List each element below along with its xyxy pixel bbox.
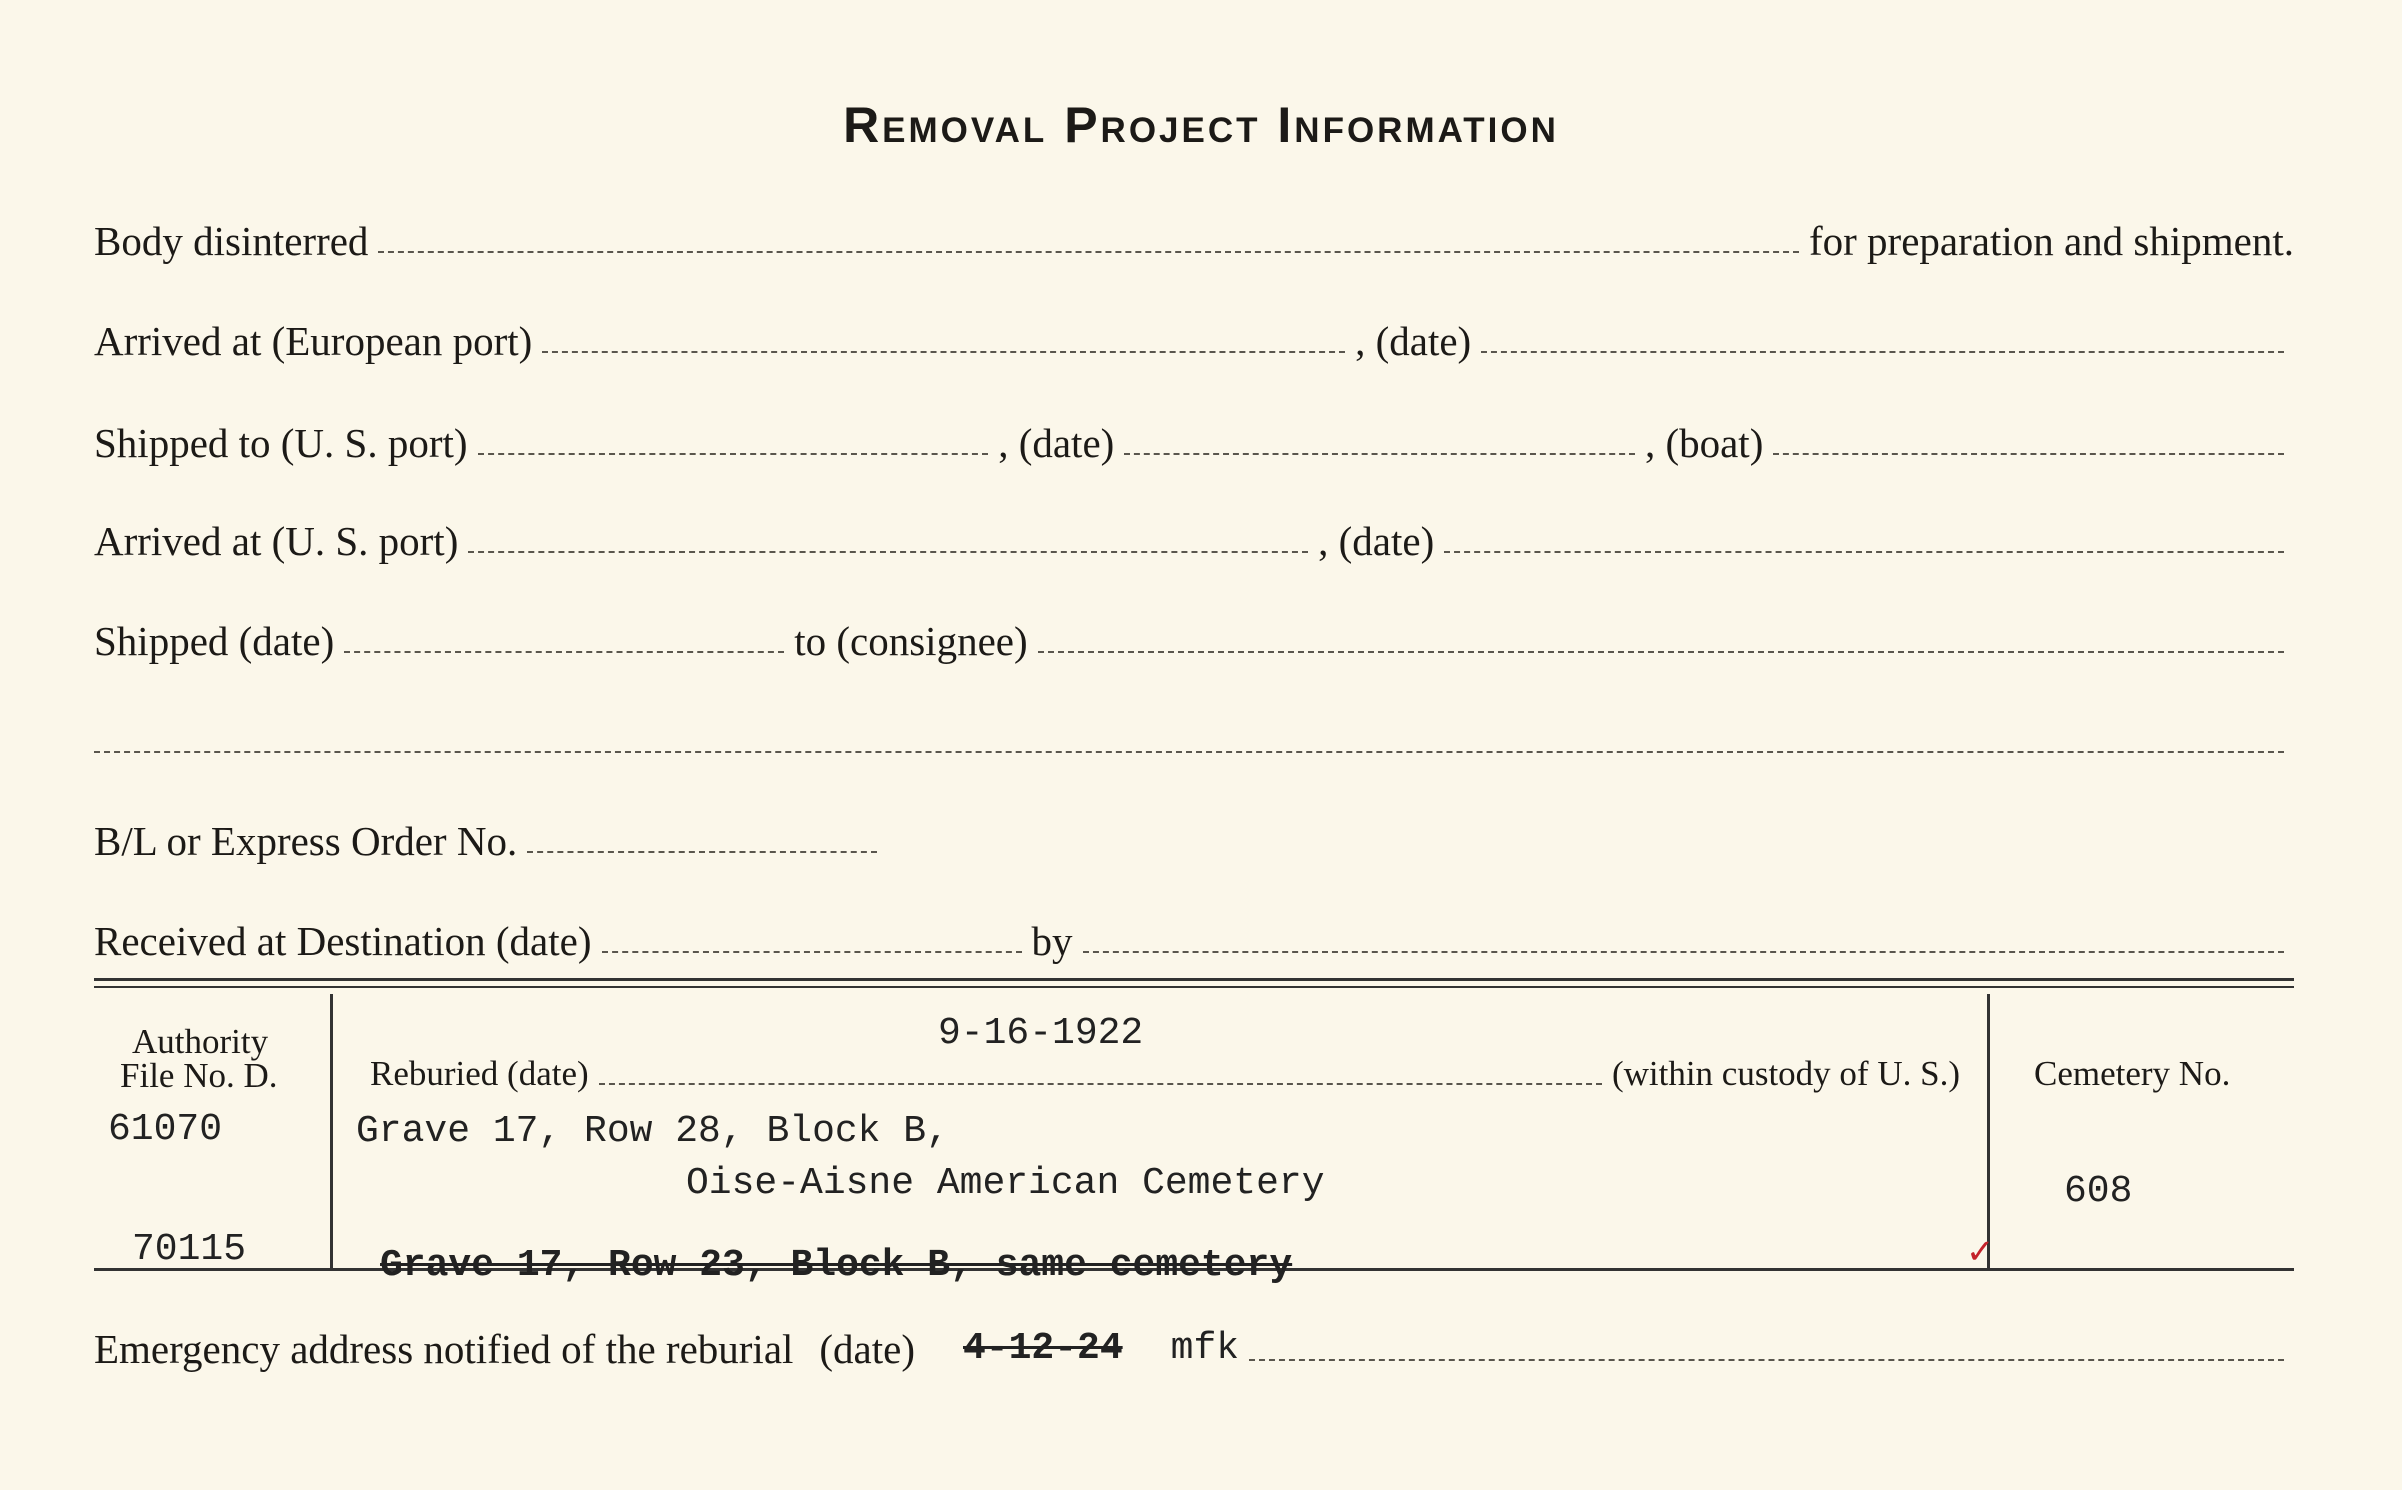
reburied-label: Reburied (date) (370, 1054, 589, 1093)
red-check-icon: ✓ (1966, 1233, 1995, 1271)
file-no-1: 61070 (108, 1108, 223, 1151)
boat-label: , (boat) (1644, 420, 1764, 466)
body-disinterred-suffix: for preparation and shipment. (1808, 218, 2294, 264)
shipped-us-label: Shipped to (U. S. port) (94, 420, 468, 466)
col-divider-1 (330, 994, 333, 1270)
row-arrived-us (94, 512, 2294, 562)
cemetery-label: Cemetery No. (2034, 1054, 2231, 1093)
emergency-date-value: 4-12-24 (963, 1327, 1123, 1370)
bl-field[interactable] (527, 851, 877, 853)
arrived-us-date-label: , (date) (1318, 518, 1435, 564)
shipped-us-date-field[interactable] (1124, 453, 1635, 455)
arrived-european-label: Arrived at (European port) (94, 318, 533, 364)
file-no-2: 70115 (132, 1228, 247, 1271)
consignee-label: to (consignee) (794, 618, 1028, 664)
arrived-us-field[interactable] (468, 551, 1308, 553)
by-label: by (1031, 918, 1073, 964)
reburied-row (370, 1050, 1960, 1094)
card-title: Removal Project Information (843, 97, 1559, 153)
consignee-continued-field[interactable] (94, 751, 2284, 753)
row-arrived-european (94, 312, 2294, 362)
authority-label-1: Authority (132, 1022, 269, 1061)
emergency-date-label: (date) (819, 1326, 915, 1372)
row-received (94, 912, 2294, 962)
custody-label: (within custody of U. S.) (1611, 1054, 1960, 1093)
row-consignee-continued (94, 712, 2294, 762)
shipped-date-label: Shipped (date) (94, 618, 335, 664)
arrived-european-date-field[interactable] (1481, 351, 2284, 353)
row-emergency (94, 1320, 2294, 1370)
emergency-initials: mfk (1170, 1327, 1240, 1370)
emergency-field[interactable] (1249, 1359, 2284, 1361)
received-label: Received at Destination (date) (94, 918, 592, 964)
row-shipped-consignee (94, 612, 2294, 662)
received-by-field[interactable] (1083, 951, 2285, 953)
row-body-disinterred (94, 212, 2294, 262)
shipped-us-field[interactable] (478, 453, 989, 455)
arrived-european-field[interactable] (542, 351, 1345, 353)
divider-top-2 (94, 986, 2294, 988)
col-divider-2 (1987, 994, 1990, 1270)
reburied-date-value: 9-16-1922 (938, 1012, 1144, 1055)
received-date-field[interactable] (602, 951, 1022, 953)
authority-label-2: File No. D. (120, 1056, 278, 1095)
row-bl (94, 812, 887, 862)
cemetery-no: 608 (2064, 1170, 2133, 1213)
shipped-us-date-label: , (date) (998, 420, 1115, 466)
grave-line-2: Oise-Aisne American Cemetery (686, 1162, 1325, 1205)
grave-line-3-struck: Grave 17, Row 23, Block B, same cemetery (380, 1244, 1293, 1287)
bl-label: B/L or Express Order No. (94, 818, 518, 864)
row-shipped-us (94, 414, 2294, 464)
body-disinterred-field[interactable] (378, 251, 1799, 253)
consignee-field[interactable] (1038, 651, 2284, 653)
shipped-date-field[interactable] (344, 651, 784, 653)
emergency-label: Emergency address notified of the reburial (94, 1326, 794, 1372)
reburied-field[interactable] (599, 1083, 1602, 1085)
arrived-us-date-field[interactable] (1444, 551, 2284, 553)
boat-field[interactable] (1773, 453, 2284, 455)
body-disinterred-label: Body disinterred (94, 218, 369, 264)
arrived-us-label: Arrived at (U. S. port) (94, 518, 459, 564)
arrived-european-date-label: , (date) (1355, 318, 1472, 364)
grave-line-1: Grave 17, Row 28, Block B, (356, 1110, 949, 1153)
divider-top (94, 978, 2294, 981)
